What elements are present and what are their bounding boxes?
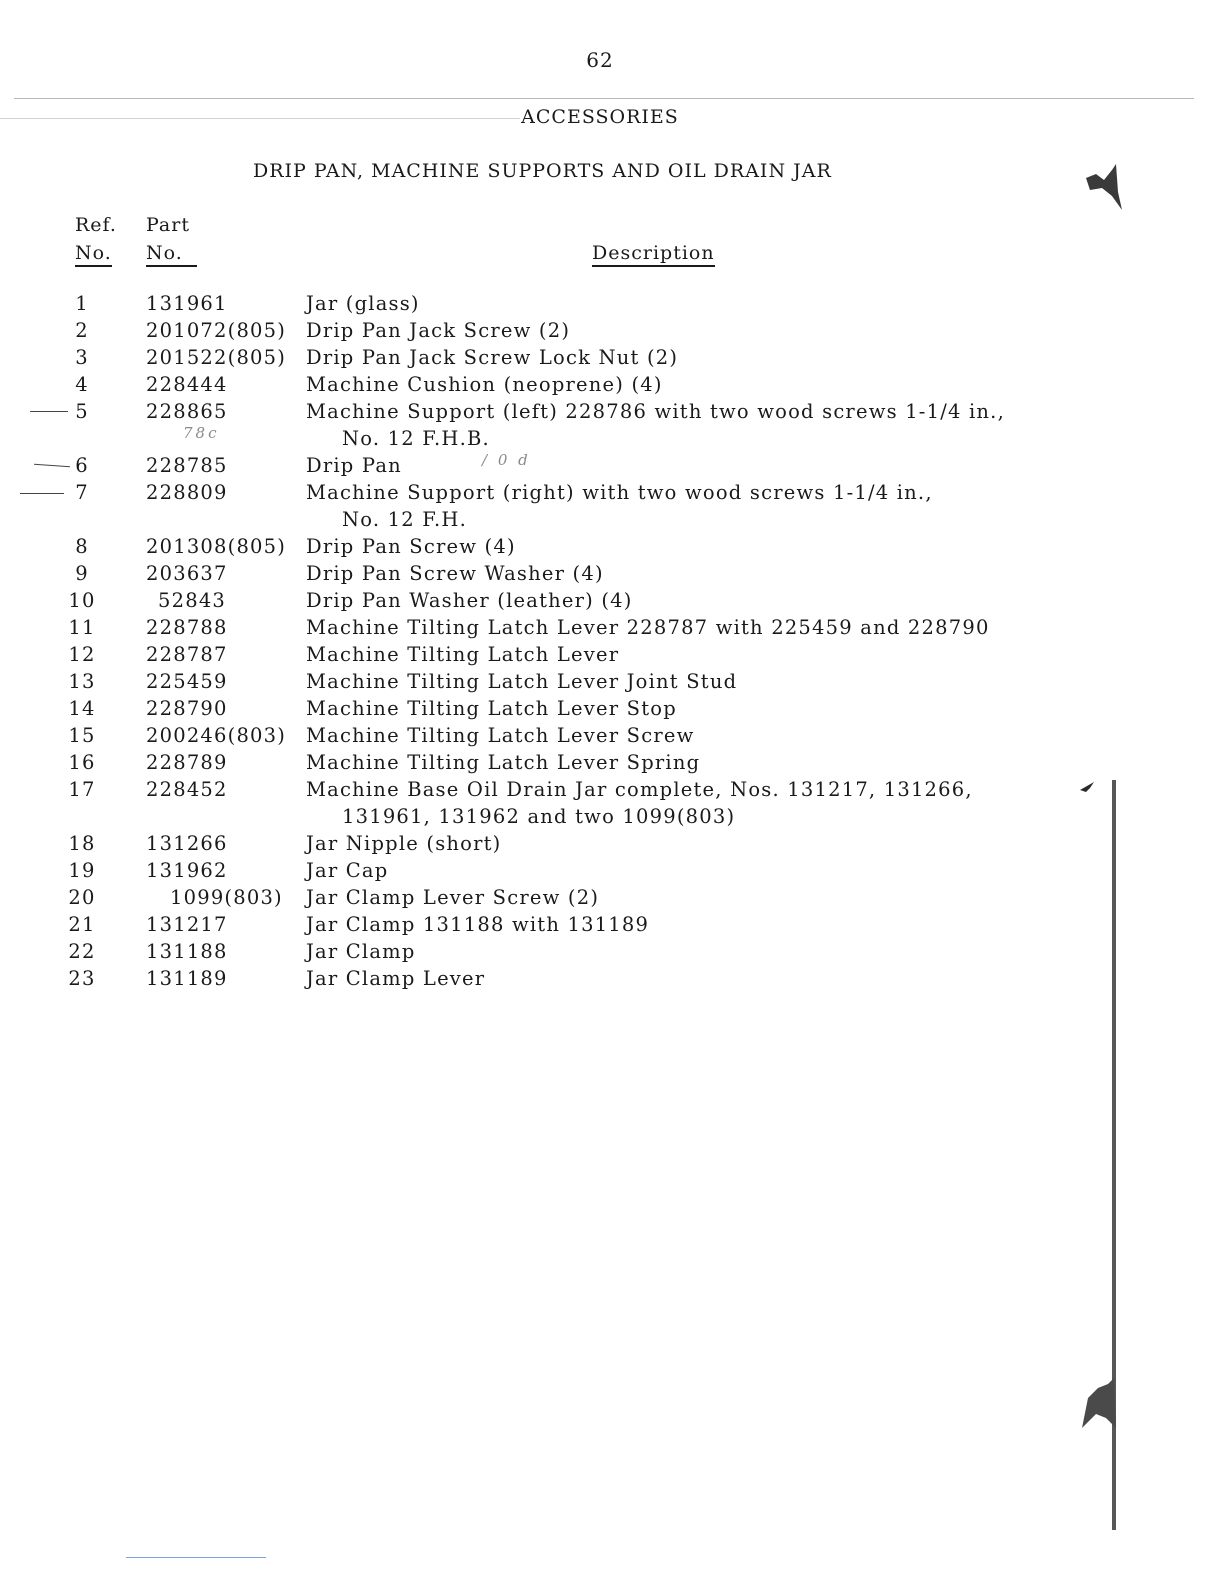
ref-no: 9: [75, 562, 89, 585]
table-row: [0, 317, 1224, 344]
top-rule: [14, 98, 1194, 99]
table-row: [0, 695, 1224, 722]
ref-no: 3: [75, 346, 89, 369]
description: Machine Tilting Latch Lever 228787 with 225459 and 228790: [306, 616, 990, 639]
part-header-no: No.: [146, 242, 197, 267]
part-no: 131189: [146, 967, 228, 990]
part-no: 225459: [146, 670, 228, 693]
handwritten-note: / 0 d: [482, 451, 531, 469]
ref-no: 21: [68, 913, 96, 936]
part-header-line1: Part: [146, 214, 190, 236]
scan-artifact-icon: [1078, 1378, 1122, 1434]
description: Drip Pan Jack Screw Lock Nut (2): [306, 346, 679, 369]
ref-header-line2: [75, 242, 112, 267]
description: [306, 776, 1106, 830]
ref-header-no: No.: [75, 242, 112, 267]
part-no: 200246(803): [146, 724, 287, 747]
section-title: ACCESSORIES: [521, 106, 679, 128]
description: Machine Tilting Latch Lever Joint Stud: [306, 670, 738, 693]
description-text: Machine Base Oil Drain Jar complete, Nos. 131217, 131266,: [306, 778, 973, 801]
page-subtitle: DRIP PAN, MACHINE SUPPORTS AND OIL DRAIN JAR: [253, 160, 832, 182]
table-row: [0, 587, 1224, 614]
description: [306, 398, 1106, 452]
page-number: 62: [586, 48, 614, 72]
part-no: 201308(805): [146, 535, 287, 558]
table-row: [0, 722, 1224, 749]
ref-no: 19: [68, 859, 96, 882]
description: Drip Pan Screw Washer (4): [306, 562, 604, 585]
part-no: 228452: [146, 778, 228, 801]
table-row: [0, 398, 1224, 452]
footer-rule: [126, 1557, 266, 1558]
ref-no: 13: [68, 670, 96, 693]
part-no: 228865: [146, 400, 228, 423]
description: Machine Tilting Latch Lever Stop: [306, 697, 677, 720]
table-row: [0, 344, 1224, 371]
part-no: 203637: [146, 562, 228, 585]
ref-no: 10: [68, 589, 96, 612]
description: [306, 479, 1106, 533]
ref-no: 14: [68, 697, 96, 720]
description-text: Machine Support (left) 228786 with two wood screws 1-1/4 in.,: [306, 400, 1005, 423]
description: Jar Clamp Lever Screw (2): [306, 886, 600, 909]
description-continuation: 131961, 131962 and two 1099(803): [342, 805, 736, 828]
ref-no: 2: [75, 319, 89, 342]
ref-no: 11: [68, 616, 96, 639]
ref-no: 5: [75, 400, 89, 423]
description: Jar Cap: [306, 859, 389, 882]
handwritten-note: 78c: [183, 424, 220, 442]
ref-no: 17: [68, 778, 96, 801]
ref-header-line1: Ref.: [75, 214, 117, 236]
description-continuation: No. 12 F.H.B.: [342, 427, 490, 450]
part-no: 228785: [146, 454, 228, 477]
part-no: 201072(805): [146, 319, 287, 342]
part-no: 201522(805): [146, 346, 287, 369]
ref-no: 7: [75, 481, 89, 504]
description: Jar Clamp Lever: [306, 967, 486, 990]
description: Jar Clamp 131188 with 131189: [306, 913, 650, 936]
ref-no: 16: [68, 751, 96, 774]
table-row: [0, 290, 1224, 317]
description: Machine Tilting Latch Lever: [306, 643, 620, 666]
description-header: [592, 242, 715, 267]
part-no: 131188: [146, 940, 228, 963]
part-header-line2: [146, 242, 197, 267]
table-row: [0, 830, 1224, 857]
table-row: [0, 641, 1224, 668]
description: Machine Cushion (neoprene) (4): [306, 373, 663, 396]
table-row: [0, 857, 1224, 884]
table-row: [0, 452, 1224, 479]
description-header-label: Description: [592, 242, 715, 267]
table-row: [0, 884, 1224, 911]
description-continuation: No. 12 F.H.: [342, 508, 467, 531]
margin-mark: [20, 493, 64, 494]
description: Machine Tilting Latch Lever Screw: [306, 724, 695, 747]
table-row: [0, 668, 1224, 695]
parts-list: [0, 290, 1224, 992]
table-row: [0, 560, 1224, 587]
table-row: [0, 614, 1224, 641]
ref-no: 23: [68, 967, 96, 990]
description: Drip Pan: [306, 454, 402, 477]
description: Machine Tilting Latch Lever Spring: [306, 751, 701, 774]
table-row: [0, 479, 1224, 533]
description: Jar Nipple (short): [306, 832, 502, 855]
ref-no: 20: [68, 886, 96, 909]
description: Drip Pan Washer (leather) (4): [306, 589, 633, 612]
ref-no: 6: [75, 454, 89, 477]
part-no: 228787: [146, 643, 228, 666]
scan-tick-icon: [1078, 780, 1098, 796]
description: Jar Clamp: [306, 940, 416, 963]
scan-artifact-icon: [1082, 162, 1126, 214]
part-no: 228790: [146, 697, 228, 720]
ref-no: 4: [75, 373, 89, 396]
part-no: 131962: [146, 859, 228, 882]
description: Drip Pan Screw (4): [306, 535, 516, 558]
part-no: 52843: [158, 589, 227, 612]
part-no: 131266: [146, 832, 228, 855]
part-no: 1099(803): [170, 886, 283, 909]
description: Jar (glass): [306, 292, 420, 315]
part-no: 131961: [146, 292, 228, 315]
ref-no: 12: [68, 643, 96, 666]
ref-no: 22: [68, 940, 96, 963]
table-row: [0, 911, 1224, 938]
table-row: [0, 965, 1224, 992]
ref-no: 1: [75, 292, 89, 315]
part-no: 131217: [146, 913, 228, 936]
ref-no: 8: [75, 535, 89, 558]
part-no: 228788: [146, 616, 228, 639]
ref-no: 15: [68, 724, 96, 747]
table-row: [0, 938, 1224, 965]
table-row: [0, 749, 1224, 776]
part-no: 228809: [146, 481, 228, 504]
description: Drip Pan Jack Screw (2): [306, 319, 571, 342]
table-row: [0, 371, 1224, 398]
part-no: 228444: [146, 373, 228, 396]
ref-no: 18: [68, 832, 96, 855]
table-row: [0, 776, 1224, 830]
table-row: [0, 533, 1224, 560]
description-text: Machine Support (right) with two wood screws 1-1/4 in.,: [306, 481, 933, 504]
part-no: 228789: [146, 751, 228, 774]
